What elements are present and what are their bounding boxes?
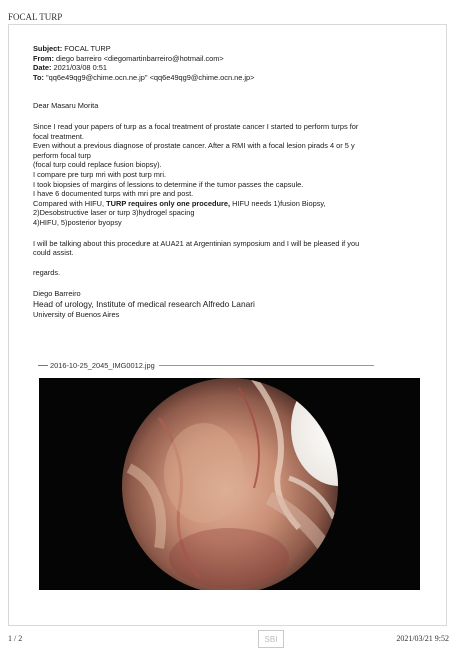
signature-block [33, 289, 428, 319]
body-line: focal treatment. [33, 131, 84, 141]
endoscopic-image-graphic [39, 378, 420, 590]
from-row [33, 54, 428, 64]
body-line: I will be talking about this procedure at AUA21 at Argentinian symposium and I will be pleased if you [33, 238, 360, 248]
subject-row [33, 44, 428, 54]
body-line: 4)HIFU, 5)posterior byopsy [33, 217, 122, 227]
endoscopic-photo [39, 378, 420, 590]
body-line: I took biopsies of margins of lessions to determine if the tumor passes the capsule. [33, 179, 304, 189]
body-paragraph [33, 122, 428, 228]
date-row [33, 63, 428, 73]
greeting: Dear Masaru Morita [33, 101, 99, 111]
email-content [33, 44, 428, 319]
hifu-line [33, 199, 428, 209]
body-line: I compare pre turp mri with post turp mri. [33, 169, 167, 179]
document-header-title: FOCAL TURP [8, 12, 63, 22]
from-label: From: [33, 53, 54, 63]
closing: regards. [33, 267, 61, 277]
from-value[interactable]: diego barreiro <diegomartinbarreiro@hotmail.com> [56, 53, 224, 63]
signature-name: Diego Barreiro [33, 289, 81, 299]
aua-paragraph [33, 239, 428, 258]
subject-label: Subject: [33, 44, 63, 53]
hifu-line-pre: Compared with HIFU, [33, 198, 105, 208]
body-line: Even without a previous diagnose of prostate cancer. After a RMI with a focal lesion pirads 4 or 5 y [33, 141, 355, 151]
attachment-rule-left [38, 365, 48, 366]
signature-title: Head of urology, Institute of medical research Alfredo Lanari [33, 298, 255, 309]
to-label: To: [33, 72, 44, 82]
body-line: (focal turp could replace fusion biopsy). [33, 160, 162, 170]
print-timestamp: 2021/03/21 9:52 [396, 634, 449, 643]
hifu-line-bold: TURP requires only one procedure, [106, 198, 231, 208]
body-line: 2)Desobstructive laser or turp 3)hydrogel spacing [33, 208, 195, 218]
to-row [33, 73, 428, 83]
attachment-header [38, 361, 374, 370]
date-value: 2021/03/08 0:51 [53, 63, 107, 73]
body-line: perform focal turp [33, 150, 91, 160]
sbi-stamp: SBI [258, 630, 284, 648]
date-label: Date: [33, 63, 52, 73]
page-number: 1 / 2 [8, 634, 23, 643]
hifu-line-post: HIFU needs 1)fusion Biopsy, [230, 198, 326, 208]
body-line: could assist. [33, 248, 74, 258]
body-line: Since I read your papers of turp as a focal treatment of prostate cancer I started to perform turps for [33, 121, 359, 131]
subject-value: FOCAL TURP [64, 44, 111, 53]
attachment-rule-right [159, 365, 374, 366]
attachment-filename[interactable]: 2016-10-25_2045_IMG0012.jpg [50, 361, 155, 370]
to-value[interactable]: "qq6e49qg9@chime.ocn.ne.jp" <qq6e49qg9@chime.ocn.ne.jp> [46, 72, 255, 82]
signature-university: University of Buenos Aires [33, 309, 120, 319]
body-line: I have 6 documented turps with mri pre and post. [33, 189, 194, 199]
